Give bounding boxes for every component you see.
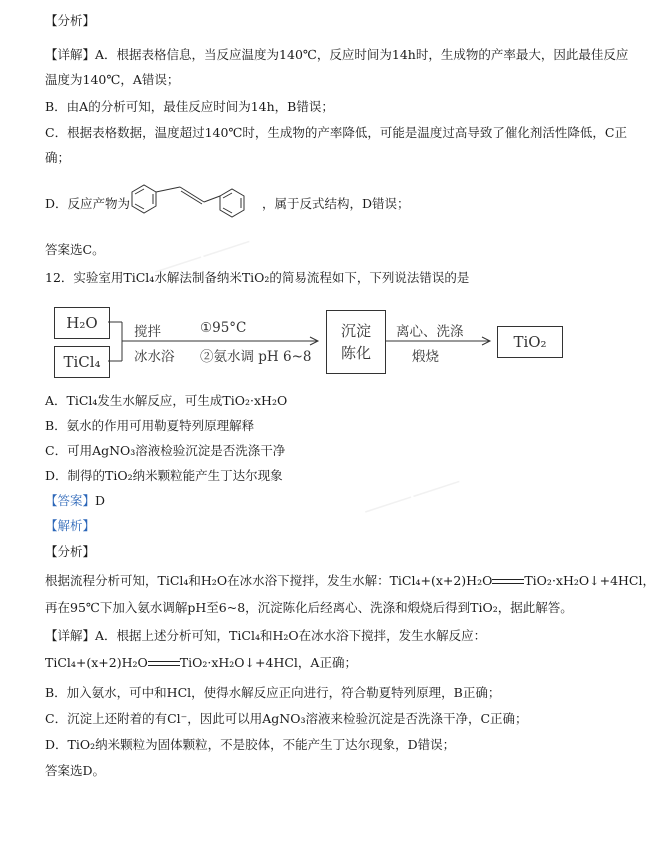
step1-stir: 搅拌 — [134, 324, 161, 340]
analysis-tag: 【分析】 — [45, 13, 96, 28]
q12-analysis-line2: 再在95℃下加入氨水调解pH至6~8，沉淀陈化后经离心、洗涤和煅烧后得到TiO₂，据此解答。 — [45, 600, 573, 615]
detail-a2-pre: TiCl₄+(x+2)H₂O — [45, 655, 148, 670]
option-b: B．氨水的作用可用勒夏特列原理解释 — [45, 418, 255, 433]
option-d: D．制得的TiO₂纳米颗粒能产生丁达尔现象 — [45, 468, 283, 483]
equilibrium-sign — [492, 578, 524, 585]
box-settle-age — [326, 310, 386, 374]
equilibrium-sign — [148, 660, 180, 667]
q12-detail-b: B．加入氨水，可中和HCl，使得水解反应正向进行，符合勒夏特列原理，B正确； — [45, 685, 501, 700]
analysis-1-post: TiO₂·xH₂O↓+4HCl， — [524, 573, 655, 588]
detail-d-pre: D．反应产物为 — [45, 196, 131, 211]
box-h2o: H₂O — [54, 307, 110, 339]
q12-analysis-line1 — [45, 573, 655, 589]
box-settle-line2: 陈化 — [340, 344, 371, 362]
detail-tag: 【详解】 — [45, 47, 96, 62]
q12-detail-a-line2 — [45, 655, 357, 671]
step3-centrifuge-wash: 离心、洗涤 — [396, 324, 464, 340]
answer-tag: 【答案】 — [45, 493, 96, 508]
box-ticl4: TiCl₄ — [54, 346, 110, 378]
q12-answer: 答案选D。 — [45, 763, 106, 778]
step2-ammonia: ②氨水调 pH 6~8 — [200, 349, 312, 365]
step2-temp: ①95°C — [200, 320, 247, 336]
detail-b: B．由A的分析可知，最佳反应时间为14h，B错误； — [45, 99, 334, 114]
box-product-tio2: TiO₂ — [497, 326, 563, 358]
q12-detail-c: C．沉淀上还附着的有Cl⁻，因此可以用AgNO₃溶液来检验沉淀是否洗涤干净，C正确； — [45, 711, 528, 726]
detail-a2-post: TiO₂·xH₂O↓+4HCl，A正确； — [179, 655, 357, 670]
q12-detail-a-text: A．根据上述分析可知，TiCl₄和H₂O在冰水浴下搅拌，发生水解反应： — [95, 628, 487, 643]
q12-analysis-tag: 【分析】 — [45, 544, 96, 559]
detail-a-text-1: A．根据表格信息，当反应温度为140℃，反应时间为14h时，生成物的产率最大，因此最佳反应 — [95, 47, 629, 62]
step3-calcine: 煅烧 — [412, 349, 439, 365]
step1-ice-bath: 冰水浴 — [134, 349, 175, 365]
q12-detail-tag: 【详解】 — [45, 628, 96, 643]
detail-c-line1: C．根据表格数据，温度超过140℃时，生成物的产率降低，可能是温度过高导致了催化剂活性降低，C正 — [45, 125, 627, 140]
q12-detail-a-line1 — [45, 628, 486, 644]
jiexi-tag: 【解析】 — [45, 518, 96, 533]
q12-detail-d: D．TiO₂纳米颗粒为固体颗粒，不是胶体，不能产生丁达尔现象，D错误； — [45, 737, 456, 752]
detail-a-line2: 温度为140℃，A错误； — [45, 72, 180, 87]
section1-answer: 答案选C。 — [45, 242, 105, 257]
answer-line — [45, 493, 105, 509]
analysis-1-pre: 根据流程分析可知，TiCl₄和H₂O在冰水浴下搅拌，发生水解：TiCl₄+(x+2)H₂O — [45, 573, 493, 588]
box-settle-line1: 沉淀 — [340, 322, 371, 340]
option-c: C．可用AgNO₃溶液检验沉淀是否洗涤干净 — [45, 443, 286, 458]
question-12-stem: 12．实验室用TiCl₄水解法制备纳米TiO₂的简易流程如下，下列说法错误的是 — [45, 270, 470, 285]
watermark: ⸺⸺ — [358, 462, 466, 528]
watermark: ⸺⸺ — [148, 222, 256, 288]
detail-c-line2: 确； — [45, 150, 71, 165]
detail-d-post: ，属于反式结构，D错误； — [262, 196, 410, 211]
answer-value: D — [95, 493, 106, 508]
option-a: A．TiCl₄发生水解反应，可生成TiO₂·xH₂O — [45, 393, 288, 408]
